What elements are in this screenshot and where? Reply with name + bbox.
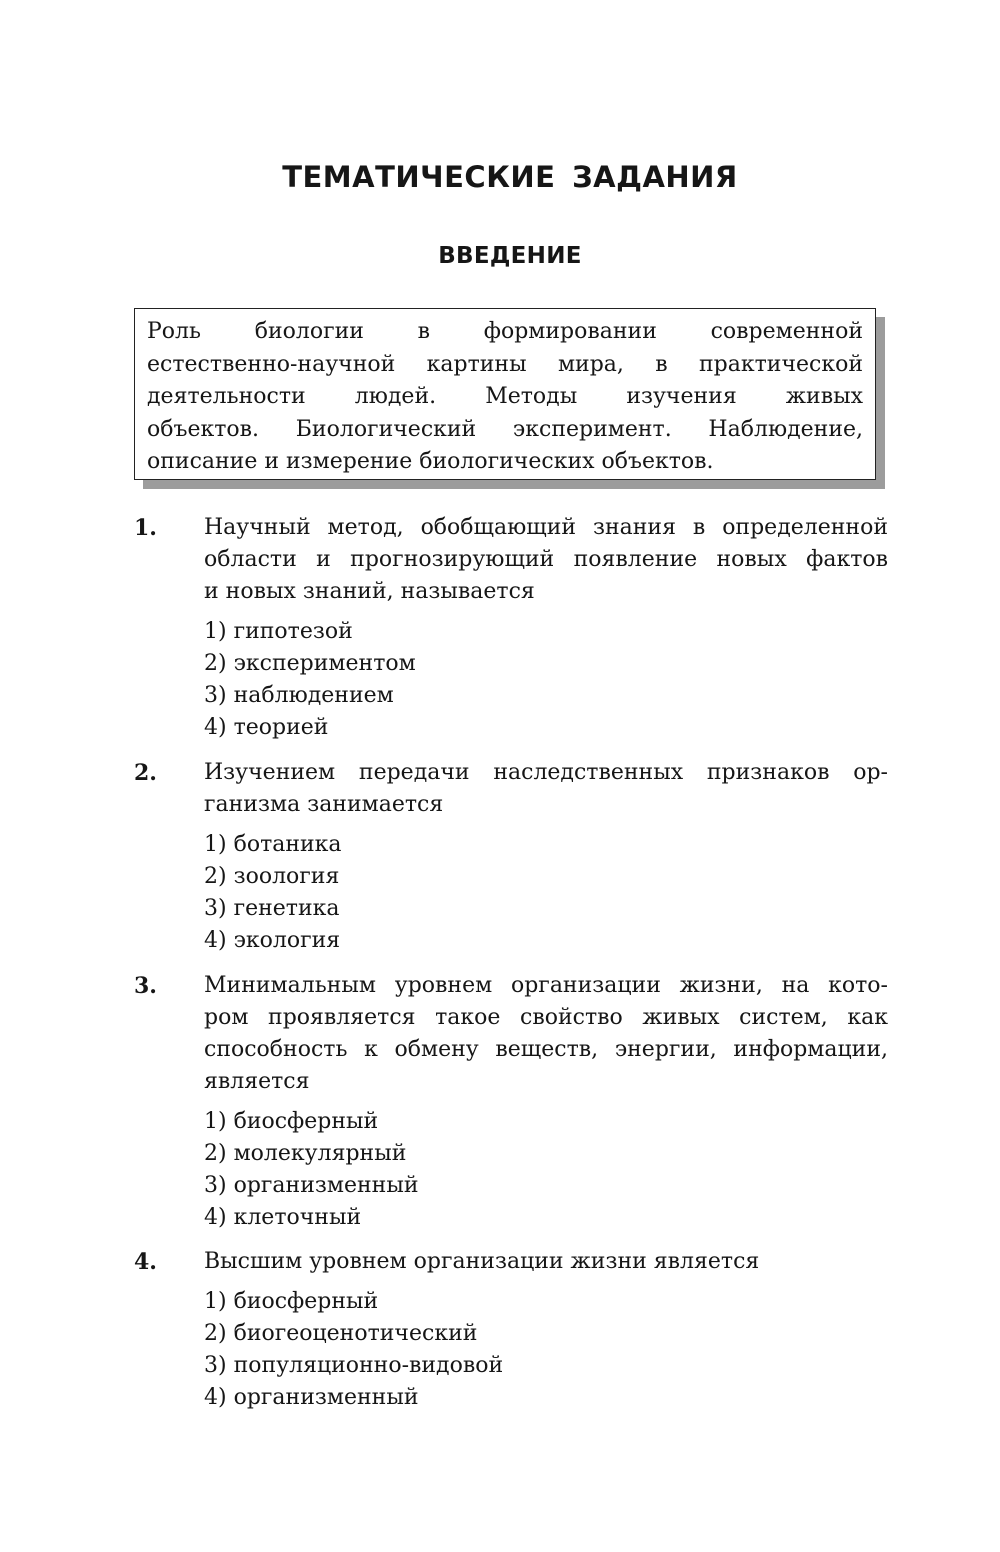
answer-option: 1) гипотезой (204, 619, 353, 644)
answer-option: 3) генетика (204, 896, 340, 921)
question-text (204, 970, 888, 1098)
answer-options (204, 1286, 804, 1414)
answer-option: 3) организменный (204, 1173, 419, 1198)
question-line: Изучением передачи наследственных признаков ор- (204, 760, 888, 785)
topic-line: деятельности людей. Методы изучения живых (147, 384, 863, 409)
question-number: 3. (134, 973, 157, 999)
answer-option: 4) экология (204, 928, 341, 953)
question-number: 1. (134, 515, 157, 541)
section-title: ВВЕДЕНИЕ (438, 243, 582, 269)
topic-line: Роль биологии в формировании современной (147, 319, 863, 344)
question-line: области и прогнозирующий появление новых фактов (204, 547, 888, 572)
question-line: Научный метод, обобщающий знания в определенной (204, 515, 888, 540)
question-text (204, 512, 888, 608)
question-line: Минимальным уровнем организации жизни, на кото- (204, 973, 888, 998)
topic-line: объектов. Биологический эксперимент. Наблюдение, (147, 416, 863, 442)
question-line: Высшим уровнем организации жизни является (204, 1249, 760, 1274)
question-text (204, 1246, 888, 1278)
question-number: 2. (134, 760, 157, 786)
answer-option: 4) организменный (204, 1385, 419, 1410)
topic-box (134, 308, 876, 480)
topic-line: описание и измерение биологических объектов. (147, 449, 714, 474)
answer-option: 1) биосферный (204, 1109, 379, 1134)
answer-option: 1) биосферный (204, 1289, 379, 1314)
answer-option: 1) ботаника (204, 832, 342, 857)
question-line: способность к обмену веществ, энергии, информации, (204, 1037, 888, 1062)
answer-option: 2) молекулярный (204, 1141, 407, 1166)
page-title: ТЕМАТИЧЕСКИЕ ЗАДАНИЯ (282, 160, 738, 194)
answer-option: 3) наблюдением (204, 683, 394, 708)
answer-option: 4) клеточный (204, 1205, 362, 1230)
question-number: 4. (134, 1249, 157, 1275)
question-line: ганизма занимается (204, 792, 444, 817)
answer-option: 2) экспериментом (204, 651, 416, 676)
answer-options (204, 616, 804, 744)
answer-option: 3) популяционно-видовой (204, 1353, 504, 1378)
topic-line: естественно-научной картины мира, в практической (147, 351, 863, 377)
answer-options (204, 829, 804, 957)
answer-option: 2) зоология (204, 864, 340, 889)
question-text (204, 757, 888, 821)
question-line: является (204, 1069, 310, 1094)
answer-option: 4) теорией (204, 715, 329, 740)
answer-options (204, 1106, 804, 1234)
question-line: и новых знаний, называется (204, 579, 535, 604)
question-line: ром проявляется такое свойство живых систем, как (204, 1005, 888, 1030)
answer-option: 2) биогеоценотический (204, 1321, 478, 1346)
